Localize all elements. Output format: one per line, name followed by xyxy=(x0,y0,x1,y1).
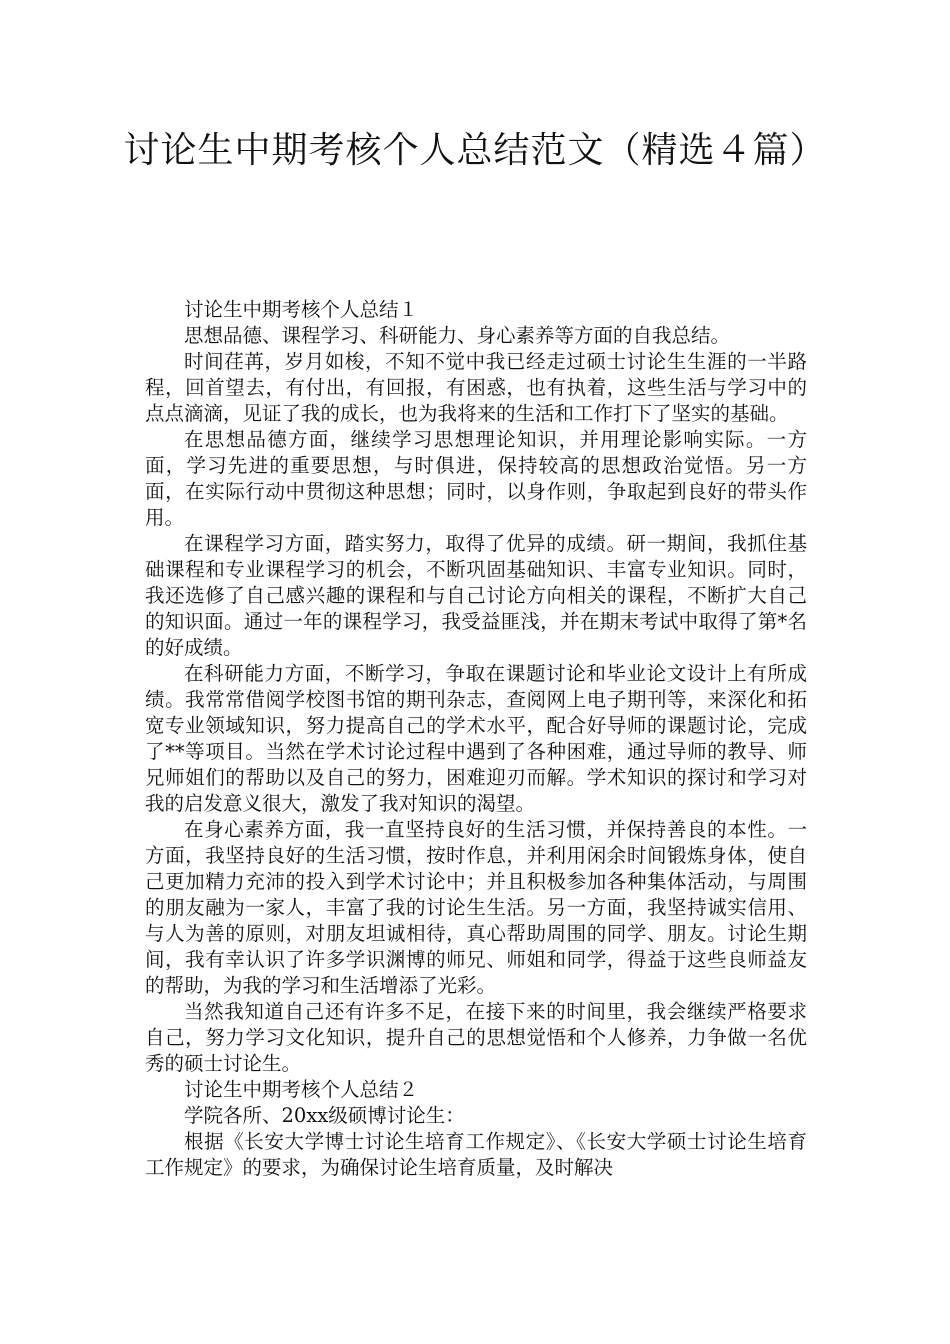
paragraph: 学院各所、20xx级硕博讨论生： xyxy=(184,1104,465,1127)
paragraph: 当然我知道自己还有许多不足，在接下来的时间里，我会继续严格要求自己，努力学习文化知识，提升自己的思想觉悟和个人修养，力争做一名优秀的硕士讨论生。 xyxy=(145,1000,807,1075)
paragraph: 时间荏苒，岁月如梭，不知不觉中我已经走过硕士讨论生生涯的一半路程，回首望去，有付出，有回报，有困惑，也有执着，这些生活与学习中的点点滴滴，见证了我的成长，也为我将来的生活和工作打下了坚实的基础。 xyxy=(145,350,807,425)
section-heading-1: 讨论生中期考核个人总结１ xyxy=(184,298,419,321)
paragraph: 在身心素养方面，我一直坚持良好的生活习惯，并保持善良的本性。一方面，我坚持良好的生活习惯，按时作息，并利用闲余时间锻炼身体，使自己更加精力充沛的投入到学术讨论中；并且积极参加各种集体活动，与周围的朋友融为一家人，丰富了我的讨论生生活。另一方面，我坚持诚实信用、与人为善的原则，对朋友坦诚相待，真心帮助周围的同学、朋友。讨论生期间，我有幸认识了许多学识渊博的师兄、师姐和同学，得益于这些良师益友的帮助，为我的学习和生活增添了光彩。 xyxy=(145,818,807,997)
paragraph: 在思想品德方面，继续学习思想理论知识，并用理论影响实际。一方面，学习先进的重要思想，与时俱进，保持较高的思想政治觉悟。另一方面，在实际行动中贯彻这种思想；同时，以身作则，争取起到良好的带头作用。 xyxy=(145,428,807,529)
section-heading-2: 讨论生中期考核个人总结２ xyxy=(184,1078,419,1101)
document-title: 讨论生中期考核个人总结范文（精选４篇） xyxy=(123,130,827,171)
paragraph: 在课程学习方面，踏实努力，取得了优异的成绩。研一期间，我抓住基础课程和专业课程学习的机会，不断巩固基础知识、丰富专业知识。同时，我还选修了自己感兴趣的课程和与自己讨论方向相关的课程，不断扩大自己的知识面。通过一年的课程学习，我受益匪浅，并在期末考试中取得了第*名的好成绩。 xyxy=(145,532,807,659)
paragraph: 根据《长安大学博士讨论生培育工作规定》、《长安大学硕士讨论生培育工作规定》的要求，为确保讨论生培育质量，及时解决 xyxy=(145,1130,807,1179)
paragraph: 思想品德、课程学习、科研能力、身心素养等方面的自我总结。 xyxy=(184,324,731,347)
document-body xyxy=(145,297,807,1181)
paragraph: 在科研能力方面，不断学习，争取在课题讨论和毕业论文设计上有所成绩。我常常借阅学校图书馆的期刊杂志，查阅网上电子期刊等，来深化和拓宽专业领域知识，努力提高自己的学术水平，配合好导师的课题讨论，完成了**等项目。当然在学术讨论过程中遇到了各种困难，通过导师的教导、师兄师姐们的帮助以及自己的努力，困难迎刃而解。学术知识的探讨和学习对我的启发意义很大，激发了我对知识的渴望。 xyxy=(145,662,807,815)
